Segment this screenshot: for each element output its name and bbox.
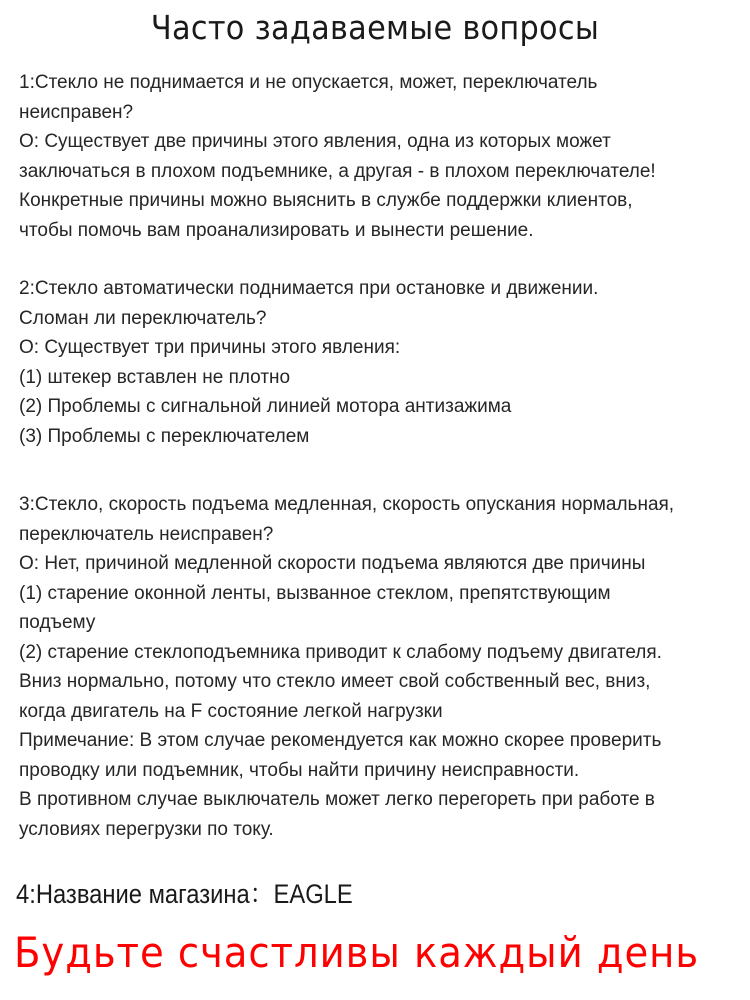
faq-item-3 [19,490,739,844]
faq-answer-line: (2) Проблемы с сигнальной линией мотора антизажима [19,396,512,417]
faq-answer-line: О: Существует две причины этого явления, одна из которых может [19,131,611,152]
faq-question-line: переключатель неисправен? [19,523,274,545]
faq-answer-line: (2) старение стеклоподъемника приводит к слабому подъему двигателя. [19,641,662,663]
faq-note-line: В противном случае выключатель может легко перегореть при работе в [19,789,655,810]
faq-question-line: 3:Стекло, скорость подъема медленная, скорость опускания нормальная, [19,494,675,515]
faq-item-2 [19,274,739,451]
faq-question-line: Сломан ли переключатель? [19,307,267,329]
faq-answer-line: подъему [19,612,96,633]
store-name: 4:Название магазина：EAGLE [16,879,353,909]
faq-question-line: 1:Стекло не поднимается и не опускается, может, переключатель [19,72,598,93]
slogan: Будьте счастливы каждый день [14,928,700,977]
faq-answer-line: (3) Проблемы с переключателем [19,425,310,447]
faq-question-line: 2:Стекло автоматически поднимается при остановке и движении. [19,278,599,299]
page-title: Часто задаваемые вопросы [150,8,600,47]
faq-answer-line: заключаться в плохом подъемнике, а другая - в плохом переключателе! [19,160,656,182]
faq-answer-line: когда двигатель на F состояние легкой нагрузки [19,700,443,722]
faq-note-line: Примечание: В этом случае рекомендуется как можно скорее проверить [19,730,662,751]
faq-note-line: условиях перегрузки по току. [19,818,274,840]
faq-answer-line: О: Нет, причиной медленной скорости подъема являются две причины [19,553,646,574]
faq-answer-line: (1) старение оконной ленты, вызванное стеклом, препятствующим [19,582,611,604]
faq-question-line: неисправен? [19,101,134,123]
faq-answer-line: Вниз нормально, потому что стекло имеет свой собственный вес, вниз, [19,671,651,692]
faq-answer-line: О: Существует три причины этого явления: [19,337,401,358]
faq-item-1 [19,68,739,245]
faq-answer-line: чтобы помочь вам проанализировать и вынести решение. [19,219,534,241]
faq-note-line: проводку или подъемник, чтобы найти причину неисправности. [19,759,580,781]
faq-answer-line: (1) штекер вставлен не плотно [19,366,291,388]
faq-answer-line: Конкретные причины можно выяснить в службе поддержки клиентов, [19,190,633,211]
